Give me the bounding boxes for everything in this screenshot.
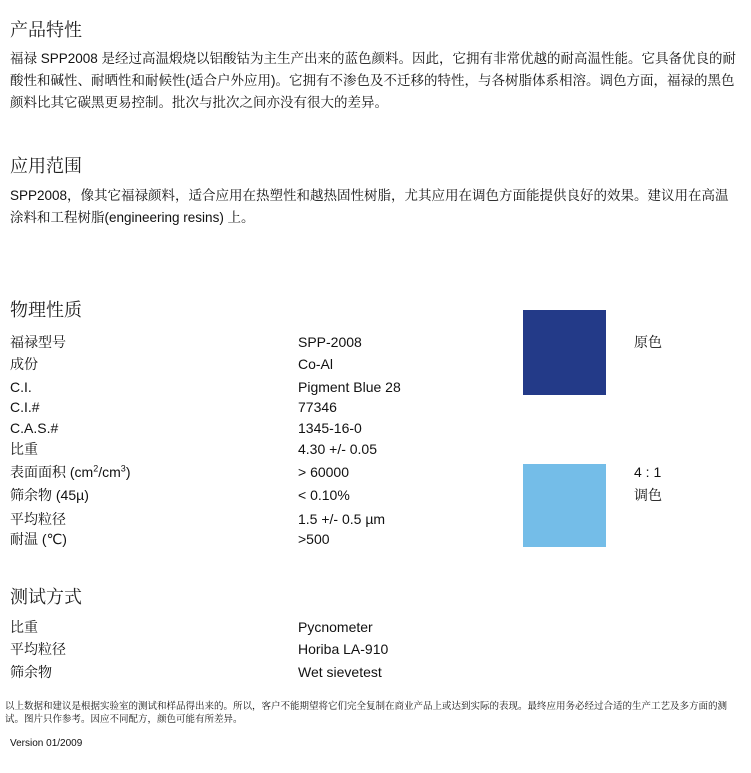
prop-value-ci: Pigment Blue 28 — [298, 379, 401, 395]
test-label-particle-size: 平均粒径 — [10, 641, 66, 657]
prop-label-composition: 成份 — [10, 356, 38, 372]
test-label-specific-gravity: 比重 — [10, 619, 38, 635]
surface-area-mid: /cm — [98, 464, 121, 480]
prop-label-cas: C.A.S.# — [10, 420, 59, 436]
tint-color-swatch — [523, 464, 606, 547]
application-heading: 应用范围 — [10, 156, 82, 176]
surface-area-sup2: 3 — [120, 463, 126, 474]
features-paragraph: 福禄 SPP2008 是经过高温煅烧以铝酸钴为主生产出来的蓝色颜料。因此，它拥有非常优越的耐高温性能。它具备优良的耐酸性和碱性、耐晒性和耐候性(适合户外应用)。它拥有不渗色及不迁移的特性，与各树脂体系相溶。调色方面，福禄的黑色颜料比其它碳黑更易控制。批次与批次之间亦没有很大的差异。 — [10, 51, 737, 110]
prop-value-cas: 1345-16-0 — [298, 420, 362, 436]
application-paragraph: SPP2008，像其它福禄颜料，适合应用在热塑性和越热固性树脂，尤其应用在调色方面能提供良好的效果。建议用在高温涂料和工程树脂(engineering resins) 上。 — [10, 188, 729, 225]
prop-value-heat-resistance: >500 — [298, 531, 330, 547]
test-label-sieve-residue: 筛余物 — [10, 664, 52, 680]
prop-label-surface-area — [10, 463, 130, 481]
prop-label-sieve-residue: 筛余物 (45µ) — [10, 487, 89, 503]
masstone-color-swatch — [523, 310, 606, 395]
prop-label-model: 福禄型号 — [10, 334, 66, 350]
test-value-specific-gravity: Pycnometer — [298, 619, 373, 635]
disclaimer-text: 以上数据和建议是根据实验室的测试和样品得出来的。所以，客户不能期望将它们完全复制在商业产品上或达到实际的表现。最终应用务必经过合适的生产工艺及多方面的测试。图片只作参考。因应不同配方，颜色可能有所差异。 — [5, 701, 728, 725]
test-value-particle-size: Horiba LA-910 — [298, 641, 389, 657]
surface-area-suffix: ) — [125, 464, 131, 480]
features-heading: 产品特性 — [10, 20, 82, 40]
prop-label-ci-number: C.I.# — [10, 399, 40, 415]
prop-label-heat-resistance: 耐温 (℃) — [10, 531, 67, 547]
prop-label-particle-size: 平均粒径 — [10, 511, 66, 527]
masstone-label: 原色 — [634, 334, 662, 350]
prop-value-particle-size: 1.5 +/- 0.5 µm — [298, 511, 386, 527]
surface-area-sup1: 2 — [93, 463, 99, 474]
version-text: Version 01/2009 — [10, 738, 83, 749]
prop-value-surface-area: > 60000 — [298, 464, 349, 480]
prop-value-model: SPP-2008 — [298, 334, 362, 350]
test-heading: 测试方式 — [10, 587, 82, 607]
prop-label-specific-gravity: 比重 — [10, 441, 38, 457]
prop-label-ci: C.I. — [10, 379, 32, 395]
prop-value-ci-number: 77346 — [298, 399, 337, 415]
physical-heading: 物理性质 — [10, 300, 82, 320]
tint-ratio-label: 4 : 1 — [634, 464, 662, 480]
prop-value-composition: Co-Al — [298, 356, 334, 372]
tint-label: 调色 — [634, 487, 662, 503]
prop-value-sieve-residue: < 0.10% — [298, 487, 350, 503]
test-value-sieve-residue: Wet sievetest — [298, 664, 382, 680]
surface-area-prefix: 表面面积 (cm — [10, 464, 94, 480]
prop-value-specific-gravity: 4.30 +/- 0.05 — [298, 441, 378, 457]
